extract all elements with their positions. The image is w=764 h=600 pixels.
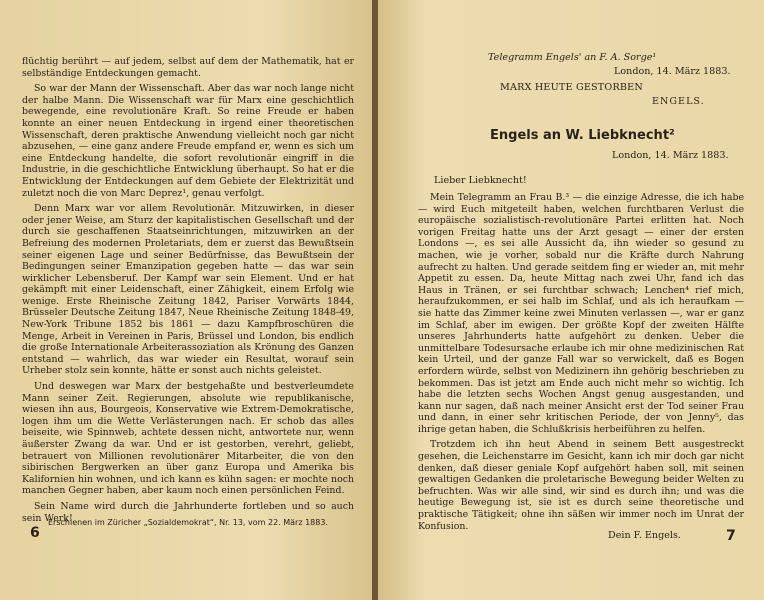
page-number: 6 <box>30 525 40 541</box>
letter-title: Engels an W. Liebknecht² <box>490 128 675 143</box>
right-page <box>378 0 764 600</box>
letter-place-date: London, 14. März 1883. <box>612 150 729 161</box>
telegram-place-date: London, 14. März 1883. <box>614 66 731 77</box>
telegram-text: MARX HEUTE GESTORBEN <box>500 82 643 93</box>
paragraph: So war der Mann der Wissenschaft. Aber das war noch lange nicht der halbe Mann. Die Wissenschaft war für Marx eine geschichtlich bewegende, eine revolutionäre Kraft. So reine Freude er haben konnte an einer neuen Entdeckung in irgend einer theoretischen Wissenschaft, deren praktische Anwendung vielleicht noch gar nicht abzusehen, — eine ganz andere Freude empfand er, wenn es sich um eine Entdeckung handelte, die sofort revolutionär eingriff in die Industrie, in die geschichtliche Entwicklung überhaupt. So hat er die Entwicklung der Entdeckungen auf dem Gebiete der Elektrizität und zuletzt noch die von Marc Deprez¹, genau verfolgt. <box>22 83 354 199</box>
footnote: Erschienen im Züricher „Sozialdemokrat“, Nr. 13, vom 22. März 1883. <box>48 518 328 527</box>
letter-body <box>418 192 744 536</box>
left-page <box>0 0 374 600</box>
paragraph: flüchtig berührt — auf jedem, selbst auf dem der Mathematik, hat er selbständige Entdeckungen gemacht. <box>22 56 354 79</box>
paragraph: Trotzdem ich ihn heut Abend in seinem Bett ausgestreckt gesehen, die Leichenstarre im Gesicht, kann ich mir doch gar nicht denken, daß dieser geniale Kopf aufgehört haben soll, mit seinen gewaltigen Gedanken die proletarische Bewegung beider Welten zu befruchten. Was wir alle sind, wir sind es durch ihn; und was die heutige Bewegung ist, sie ist es durch seine theoretische und praktische Tätigkeit; ohne ihn säßen wir immer noch im Unrat der Konfusion. <box>418 439 744 532</box>
paragraph: Sein Name wird durch die Jahrhunderte fortleben und so auch sein Werk! <box>22 500 354 524</box>
letter-signature: Dein F. Engels. <box>608 530 681 541</box>
paragraph: Und deswegen war Marx der bestgehaßte und bestverleumdete Mann seiner Zeit. Regierungen, absolute wie republikanische, wiesen ihn aus, Bourgeois, Konservative wie Extrem-Demokratische, logen ihm um die Wette Verlästerungen nach. Er schob das alles beiseite, wie Spinnweb, achtete dessen nicht, antwortete nur, wenn äußerster Zwang da war. Und er ist gestorben, verehrt, geliebt, betrauert von Millionen revolutionärer Mitarbeiter, die von den sibirischen Bergwerken an über ganz Europa und Amerika bis Kalifornien hin wohnen, und ich kann es kühn sagen: er mochte noch manchen Gegner haben, aber kaum noch einen persönlichen Feind. <box>22 381 354 497</box>
paragraph: Mein Telegramm an Frau B.³ — die einzige Adresse, die ich habe — wird Euch mitgeteilt haben, welchen furchtbaren Verlust die europäische sozialistisch-revolutionäre Partei erlitten hat. Noch vorigen Freitag hatte uns der Arzt gesagt — einer der ersten Londons —, es sei alle Aussicht da, ihn wieder so gesund zu machen, wie je vorher, sobald nur die Kräfte durch Nahrung aufrecht zu halten. Und gerade seitdem fing er wieder an, mit mehr Appetit zu essen. Da, heute Mittag nach zwei Uhr, fand ich das Haus in Tränen, er sei furchtbar schwach; Lenchen⁴ rief mich, heraufzukommen, er sei halb im Schlaf, und als ich heraufkam — sie hatte das Zimmer keine zwei Minuten verlassen —, war er ganz im Schlaf, aber im ewigen. Der größte Kopf der zweiten Hälfte unseres Jahrhunderts hatte aufgehört zu denken. Ueber die unmittelbare Todesursache erlaube ich mir ohne medizinischen Rat kein Urteil, und der ganze Fall war so verwickelt, daß es Bogen erfordern würde, selbst von Medizinern ihn gehörig beschrieben zu bekommen. Das ist jetzt am Ende auch nicht mehr so wichtig. Ich habe die letzten sechs Wochen Angst genug ausgestanden, und kann nur sagen, daß nach meiner Ansicht erst der Tod seiner Frau und dann, in einer sehr kritischen Periode, der von Jenny⁵, das ihrige getan haben, die Schlußkrisis herbeiführen zu helfen. <box>418 192 744 435</box>
telegram-signature: ENGELS. <box>652 96 705 107</box>
telegram-heading: Telegramm Engels' an F. A. Sorge¹ <box>488 52 657 63</box>
left-page-text <box>22 56 354 528</box>
page-number: 7 <box>726 528 736 544</box>
salutation: Lieber Liebknecht! <box>434 175 527 186</box>
paragraph: Denn Marx war vor allem Revolutionär. Mitzuwirken, in dieser oder jener Weise, am Sturz der kapitalistischen Gesellschaft und der durch sie geschaffenen Staatseinrichtungen, mitzuwirken an der Befreiung des modernen Proletariats, dem er zuerst das Bewußtsein seiner eigenen Lage und seiner Bedürfnisse, das Bewußtsein der Bedingungen seiner Emanzipation gegeben hatte — das war sein wirklicher Lebensberuf. Der Kampf war sein Element. Und er hat gekämpft mit einer Leidenschaft, einer Zähigkeit, einem Erfolg wie wenige. Erste Rheinische Zeitung 1842, Pariser Vorwärts 1844, Brüsseler Deutsche Zeitung 1847, Neue Rheinische Zeitung 1848-49, New-York Tribune 1852 bis 1861 — dazu Kampfbroschüren die Menge, Arbeit in Vereinen in Paris, Brüssel und London, bis endlich die große Internationale Arbeiterassoziation als Krönung des Ganzen entstand — wahrlich, das war wieder ein Resultat, worauf sein Urheber stolz sein konnte, hätte er sonst auch nichts geleistet. <box>22 203 354 377</box>
